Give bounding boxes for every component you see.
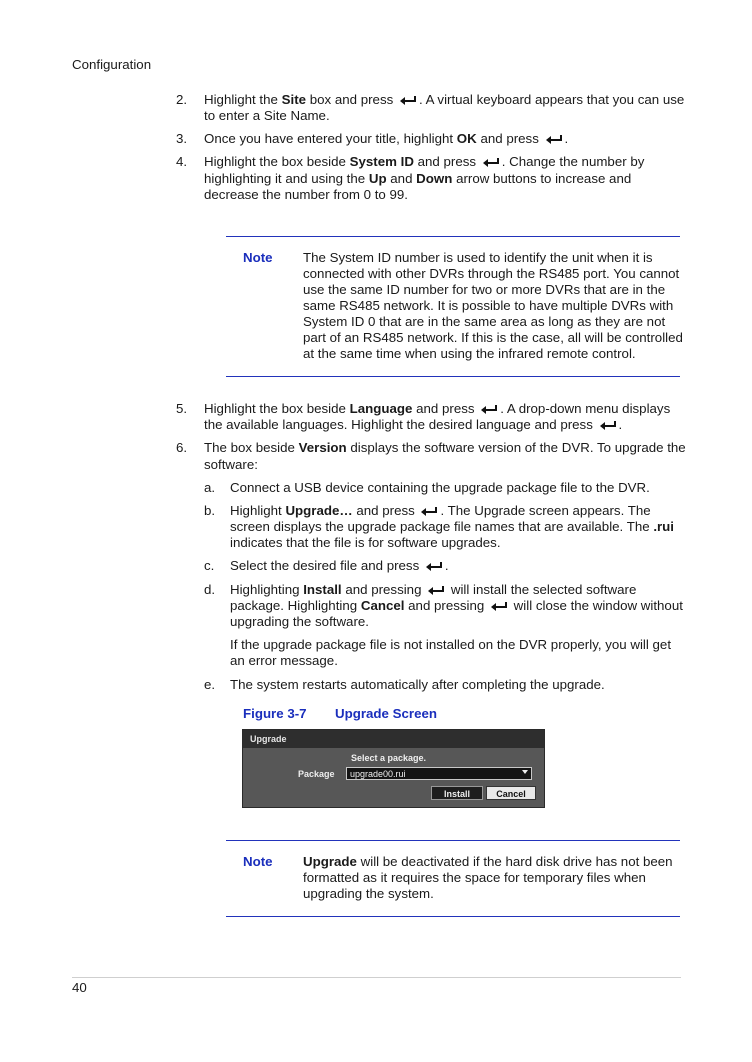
text-run: will be deactivated if the hard disk drive has not been [356, 854, 673, 869]
text-run: displays the software version of the DVR. To upgrade the [346, 440, 686, 455]
text-run: box and press [306, 92, 397, 107]
substep-text-line [230, 637, 671, 653]
note-line [303, 870, 646, 886]
enter-key-icon [599, 418, 617, 428]
substep-text-line [230, 480, 650, 496]
text-run: Highlight [230, 503, 286, 518]
text-run: will install the selected software [447, 582, 637, 597]
step-text-line [204, 131, 568, 147]
text-run: upgrading the system. [303, 886, 434, 901]
bold-term: Up [368, 171, 387, 186]
note-line: use the same ID number for two or more DVRs that are in the [303, 282, 666, 297]
substep-text-line [230, 582, 636, 598]
substep-text-line [230, 598, 683, 614]
package-label: Package [298, 769, 335, 779]
text-run: . Change the number by [501, 154, 645, 169]
note-label: Note [243, 250, 273, 265]
step-text-line [204, 92, 684, 108]
text-run: Select the desired file and press [230, 558, 423, 573]
text-run: Connect a USB device containing the upgrade package file to the DVR. [230, 480, 650, 495]
note-top-rule [226, 840, 680, 841]
substep-letter: b. [204, 503, 216, 518]
text-run: Once you have entered your title, highlight [204, 131, 457, 146]
bold-term: System ID [349, 154, 414, 169]
text-run: an error message. [230, 653, 338, 668]
note-line [303, 854, 673, 870]
bold-term: Cancel [360, 598, 405, 613]
text-run: package. Highlighting [230, 598, 361, 613]
text-run: to enter a Site Name. [204, 108, 330, 123]
text-run: . A virtual keyboard appears that you can use [418, 92, 685, 107]
text-run: . The Upgrade screen appears. The [440, 503, 651, 518]
bold-term: Site [281, 92, 307, 107]
enter-key-icon [490, 599, 508, 609]
enter-key-icon [482, 155, 500, 165]
text-run: and pressing [404, 598, 488, 613]
page-header: Configuration [72, 57, 152, 72]
bold-term: Install [303, 582, 342, 597]
step-text-line [204, 401, 670, 417]
text-run: and press [476, 131, 543, 146]
step-text-line [204, 108, 330, 124]
step-text-line [204, 171, 631, 187]
text-run: Highlight the box beside [204, 401, 350, 416]
note-line: The System ID number is used to identify the unit when it is [303, 250, 653, 265]
text-run: software: [204, 457, 258, 472]
text-run: and press [413, 154, 480, 169]
text-run: Highlight the [204, 92, 282, 107]
text-run: decrease the number from 0 to 99. [204, 187, 408, 202]
text-run: Highlighting [230, 582, 304, 597]
text-run: and pressing [341, 582, 426, 597]
text-run: . A drop-down menu displays [500, 401, 671, 416]
bold-term: Version [298, 440, 347, 455]
note-line [303, 886, 434, 902]
page-number: 40 [72, 980, 87, 995]
note-bottom-rule [226, 376, 680, 377]
substep-letter: a. [204, 480, 216, 495]
note-bottom-rule [226, 916, 680, 917]
dropdown-arrow-icon [522, 770, 528, 774]
note-line: System ID 0 that are in the same area as long as they are not [303, 314, 666, 329]
substep-text-line [230, 677, 605, 693]
note-label: Note [243, 854, 273, 869]
figure-caption: Upgrade Screen [335, 706, 437, 721]
text-run: upgrading the software. [230, 614, 369, 629]
text-run: The system restarts automatically after completing the upgrade. [230, 677, 605, 692]
text-run: indicates that the file is for software upgrades. [230, 535, 501, 550]
cancel-button[interactable]: Cancel [486, 786, 536, 800]
footer-rule [72, 977, 681, 978]
note-top-rule [226, 236, 680, 237]
substep-text-line [230, 503, 651, 519]
enter-key-icon [545, 132, 563, 142]
text-run: . [618, 417, 623, 432]
step-text-line [204, 457, 258, 473]
bold-term: Down [416, 171, 453, 186]
install-button[interactable]: Install [431, 786, 483, 800]
text-run: formatted as it requires the space for temporary files when [303, 870, 646, 885]
package-select-value: upgrade00.rui [350, 769, 406, 779]
substep-text-line [230, 614, 369, 630]
text-run: highlighting it and using the [204, 171, 369, 186]
text-run: and [386, 171, 417, 186]
step-text-line [204, 154, 644, 170]
substep-letter: d. [204, 582, 216, 597]
text-run: Highlight the box beside [204, 154, 350, 169]
enter-key-icon [399, 93, 417, 103]
text-run: The box beside [204, 440, 299, 455]
enter-key-icon [420, 504, 438, 514]
upgrade-dialog [242, 729, 545, 808]
note-line: part of an RS485 network. If this is the case, all will be controlled [303, 330, 683, 345]
note-line: connected with other DVRs through the RS485 port. You cannot [303, 266, 680, 281]
text-run: . [564, 131, 569, 146]
enter-key-icon [480, 402, 498, 412]
text-run: . [444, 558, 449, 573]
text-run: arrow buttons to increase and [452, 171, 632, 186]
substep-text-line [230, 519, 674, 535]
step-number: 2. [176, 92, 188, 107]
text-run: and press [412, 401, 479, 416]
text-run: screen displays the upgrade package file names that are available. The [230, 519, 654, 534]
package-select[interactable] [346, 767, 532, 780]
dialog-prompt: Select a package. [351, 753, 427, 763]
substep-letter: c. [204, 558, 215, 573]
dialog-title: Upgrade [243, 730, 544, 748]
substep-text-line [230, 653, 338, 669]
note-line: same RS485 network. It is possible to have multiple DVRs with [303, 298, 674, 313]
text-run: and press [352, 503, 419, 518]
bold-term: Language [349, 401, 413, 416]
substep-text-line [230, 558, 449, 574]
step-number: 5. [176, 401, 188, 416]
bold-term: OK [456, 131, 477, 146]
text-run: will close the window without [509, 598, 683, 613]
text-run: the available languages. Highlight the desired language and press [204, 417, 597, 432]
note-line: at the same time when using the infrared remote control. [303, 346, 636, 361]
step-text-line [204, 440, 686, 456]
enter-key-icon [425, 559, 443, 569]
bold-term: Upgrade… [285, 503, 353, 518]
step-number: 3. [176, 131, 188, 146]
enter-key-icon [427, 583, 445, 593]
bold-term: .rui [653, 519, 674, 534]
step-text-line [204, 417, 622, 433]
step-number: 4. [176, 154, 188, 169]
text-run: If the upgrade package file is not installed on the DVR properly, you will get [230, 637, 672, 652]
substep-letter: e. [204, 677, 216, 692]
figure-number: Figure 3-7 [243, 706, 307, 721]
substep-text-line [230, 535, 501, 551]
bold-term: Upgrade [303, 854, 357, 869]
step-number: 6. [176, 440, 188, 455]
step-text-line [204, 187, 408, 203]
